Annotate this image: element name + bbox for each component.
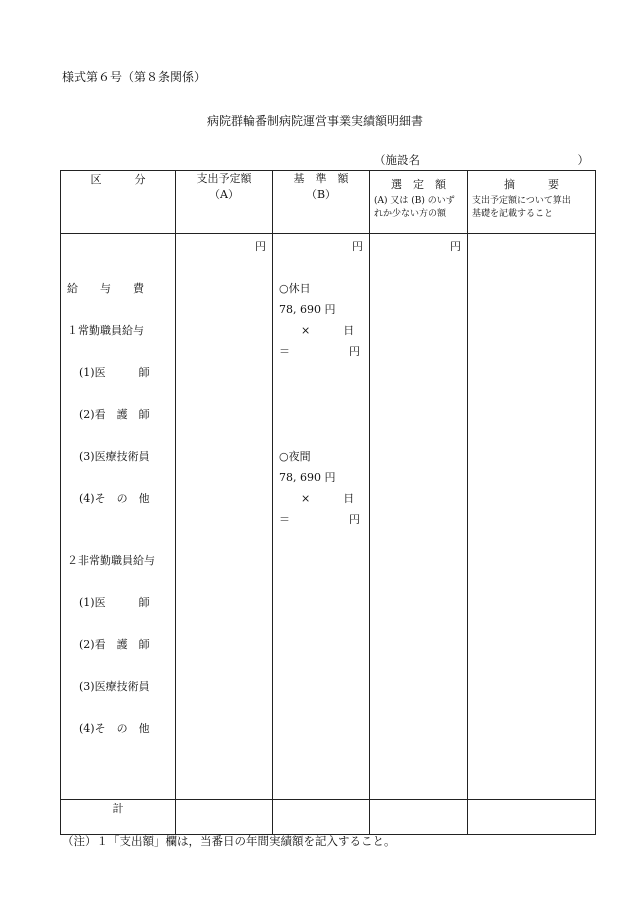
item-hijoukin: ２非常勤職員給与: [67, 554, 155, 567]
sentei-cell[interactable]: [370, 234, 468, 800]
header-kubun: [61, 171, 176, 234]
header-shishutsu-sub: （A）: [209, 188, 239, 201]
kijun-yakan-yen: 円: [349, 513, 360, 526]
kijun-yakan-equals: ＝: [279, 513, 290, 526]
item-joukin-ishi: (1)医 師: [79, 366, 150, 379]
header-sentei-desc-1: (A) 又は (B) のいず: [374, 196, 455, 206]
header-tekiyo-label: 摘 要: [504, 178, 559, 191]
kijun-cell[interactable]: [273, 234, 370, 800]
document-title: 病院群輪番制病院運営事業実績額明細書: [206, 114, 423, 128]
header-kijun-label: 基 準 額: [293, 172, 349, 185]
facility-name-field: [374, 152, 589, 168]
item-hijoukin-ishi: (1)医 師: [79, 596, 150, 609]
kijun-kyujitsu-days: × 日: [301, 324, 355, 337]
kijun-yakan-days: × 日: [301, 492, 355, 505]
header-kijun-sub: （B）: [305, 188, 337, 201]
kijun-kyujitsu-equals: ＝: [279, 345, 290, 358]
total-label-cell: [61, 800, 176, 835]
item-hijoukin-kangoshi: (2)看 護 師: [79, 638, 150, 651]
header-tekiyo-desc-1: 支出予定額について算出: [472, 196, 571, 206]
header-sentei: [370, 171, 468, 234]
facility-close-paren: ）: [577, 153, 589, 167]
header-shishutsu: [176, 171, 273, 234]
header-tekiyo-desc-2: 基礎を記載すること: [472, 209, 554, 219]
tekiyo-cell[interactable]: [468, 234, 596, 800]
body-row: [61, 234, 596, 800]
kubun-cell: [61, 234, 176, 800]
footnote: （注）１「支出額」欄は，当番日の年間実績額を記入すること。: [62, 834, 396, 848]
header-sentei-desc: [370, 193, 467, 223]
header-kijun: [273, 171, 370, 234]
statement-table: [60, 170, 596, 835]
total-sentei[interactable]: [370, 800, 468, 835]
kijun-kyujitsu-amount: 78, 690 円: [279, 303, 336, 316]
header-tekiyo-desc: [468, 193, 595, 223]
header-sentei-label: 選 定 額: [391, 178, 446, 191]
total-kijun[interactable]: [273, 800, 370, 835]
item-joukin: １常勤職員給与: [67, 324, 144, 337]
item-hijoukin-gijutsuin: (3)医療技術員: [79, 680, 150, 693]
kijun-kyujitsu-yen: 円: [349, 345, 360, 358]
kijun-kyujitsu: ○休日: [279, 282, 311, 295]
header-kubun-label: 区 分: [90, 173, 146, 186]
sentei-unit: 円: [450, 240, 461, 253]
item-joukin-kangoshi: (2)看 護 師: [79, 408, 150, 421]
kijun-yakan: ○夜間: [279, 450, 311, 463]
shishutsu-cell[interactable]: [176, 234, 273, 800]
total-row: [61, 800, 596, 835]
header-sentei-desc-2: れか少ない方の額: [374, 209, 447, 219]
kijun-unit: 円: [352, 240, 363, 253]
item-kyuyohi: 給 与 費: [67, 282, 144, 295]
header-tekiyo: [468, 171, 596, 234]
item-joukin-sonota: (4)そ の 他: [79, 492, 150, 505]
item-hijoukin-sonota: (4)そ の 他: [79, 722, 150, 735]
header-row: [61, 171, 596, 234]
total-tekiyo[interactable]: [468, 800, 596, 835]
item-joukin-gijutsuin: (3)医療技術員: [79, 450, 150, 463]
form-number: 様式第６号（第８条関係）: [62, 70, 207, 84]
total-label: 計: [112, 802, 124, 815]
header-shishutsu-label: 支出予定額: [196, 172, 252, 185]
kijun-yakan-amount: 78, 690 円: [279, 471, 336, 484]
total-shishutsu[interactable]: [176, 800, 273, 835]
facility-label: （施設名: [374, 153, 420, 167]
shishutsu-unit: 円: [255, 240, 266, 253]
